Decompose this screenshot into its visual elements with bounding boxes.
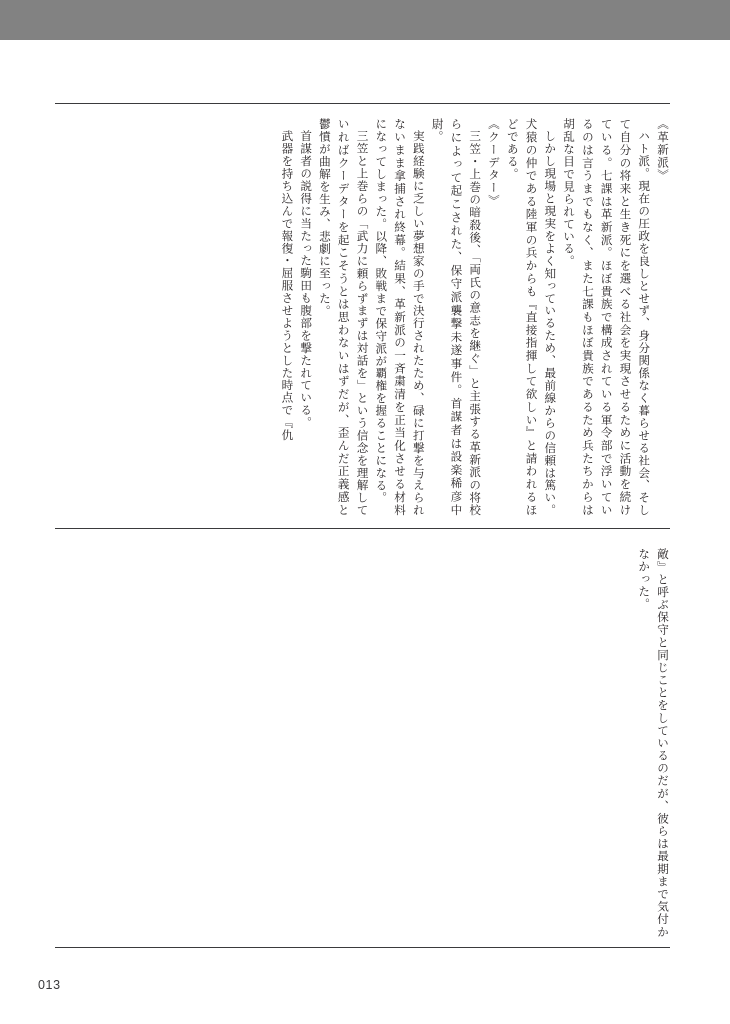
page-header-band: [0, 0, 730, 40]
paragraph-coup-1: 三笠・上巻の暗殺後、「両氏の意志を継ぐ」と主張する革新派の将校らによって起こされた、保守派襲撃未遂事件。首謀者は設楽稀彦中尉。: [430, 118, 483, 516]
page-number: 013: [38, 978, 61, 992]
main-text-block-top: [60, 118, 672, 516]
paragraph-kakushinha-2: しかし現場と現実をよく知っているため、最前線からの信頼は篤い。犬猿の仲である陸軍の兵からも『直接指揮して欲しい』と請われるほどである。: [505, 118, 558, 516]
divider-rule-middle: [55, 528, 670, 529]
main-text-block-bottom: [60, 548, 672, 938]
paragraph-coup-continuation: 敵』と呼ぶ保守と同じことをしているのだが、彼らは最期まで気付かなかった。: [637, 548, 670, 938]
divider-rule-bottom: [55, 947, 670, 948]
paragraph-coup-2: 実践経験に乏しい夢想家の手で決行されたため、碌に打撃を与えられないまま拿捕され終幕。結果、革新派の一斉粛清を正当化させる材料になってしまった。以降、敗戦まで保守派が覇権を握ることになる。: [374, 118, 426, 516]
section-heading-coup: 《クーデター》: [486, 118, 501, 207]
paragraph-coup-5: 武器を持ち込んで報復・屈服させようとした時点で『仇: [280, 129, 295, 441]
section-heading-kakushinha: 《革新派》: [656, 118, 670, 182]
paragraph-coup-3: 三笠と上巻らの「武力に頼らずまずは対話を」という信念を理解していればクーデターを起こそうとは思わないはずだが、歪んだ正義感と鬱憤が曲解を生み、悲劇に至った。: [317, 118, 370, 516]
paragraph-coup-4: 首謀者の説得に当たった駒田も腹部を撃たれている。: [299, 129, 314, 429]
divider-rule-top: [55, 103, 670, 104]
paragraph-kakushinha-1: ハト派。現在の圧政を良しとせず、身分関係なく暮らせる社会、そして自分の将来と生き死にを選べる社会を実現させるために活動を続けている。七課は革新派。ほぼ貴族で構成されている軍令部で浮いているのは言うまでもなく、また七課もほぼ貴族であるため兵たちからは胡乱な目で見られている。: [562, 118, 652, 516]
